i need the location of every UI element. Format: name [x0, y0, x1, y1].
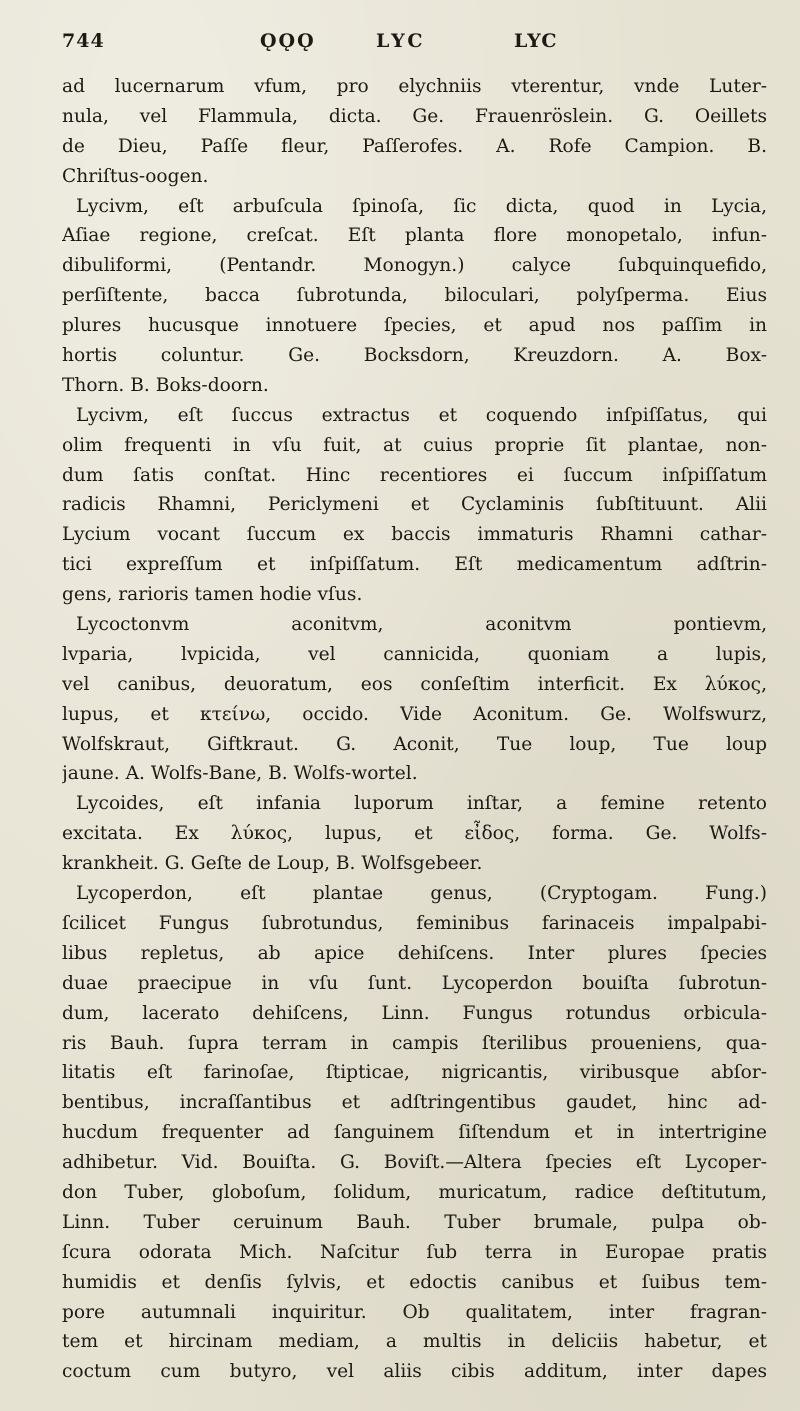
text-line: ad lucernarum vfum, pro elychniis vterentur, vnde Luter-	[62, 76, 767, 97]
text-line: krankheit. G. Geſte de Loup, B. Wolfsgebeer.	[62, 853, 483, 875]
text-line: hortis coluntur. Ge. Bocksdorn, Kreuzdorn. A. Box-	[62, 345, 767, 367]
text-line: Chriſtus-oogen.	[62, 165, 209, 187]
text-line: nula, vel Flammula, dicta. Ge. Frauenröslein. G. Oeillets	[62, 105, 767, 127]
text-line: ſcura odorata Mich. Naſcitur ſub terra in Europae pratis	[62, 1241, 767, 1263]
text-line: libus repletus, ab apice dehiſcens. Inter plures ſpecies	[62, 942, 767, 964]
text-line: jaune. A. Wolfs-Bane, B. Wolfs-wortel.	[62, 763, 418, 785]
text-line: perſiſtente, bacca ſubrotunda, biloculari, polyſperma. Eius	[62, 285, 767, 307]
text-line: tem et hircinam mediam, a multis in deliciis habetur, et	[62, 1331, 767, 1353]
text-line: dum ſatis conſtat. Hinc recentiores ei ſuccum inſpiſſatum	[62, 464, 767, 486]
text-line: gens, rarioris tamen hodie vſus.	[62, 584, 363, 606]
text-line: duae praecipue in vſu ſunt. Lycoperdon bouiſta ſubrotun-	[62, 972, 767, 994]
text-line: Thorn. B. Boks-doorn.	[62, 374, 269, 396]
entry-lycium: Lycivm, eſt arbuſcula ſpinoſa, ſic dicta, quod in Lycia,	[76, 195, 767, 217]
text-line: ſcilicet Fungus ſubrotundus, feminibus farinaceis impalpabi-	[62, 912, 767, 934]
text-line: dibuliformi, (Pentandr. Monogyn.) calyce ſubquinquefido,	[62, 255, 767, 277]
text-line: don Tuber, globoſum, ſolidum, muricatum, radice deſtitutum,	[62, 1181, 767, 1203]
entry-lycoides: Lycoides, eſt infania luporum inſtar, a femine retento	[76, 793, 767, 815]
text-line: lvparia, lvpicida, vel cannicida, quoniam a lupis,	[62, 643, 767, 665]
entry-lycoperdon: Lycoperdon, eſt plantae genus, (Cryptogam. Fung.)	[76, 883, 767, 905]
signature-mark: ǪǪǪ	[260, 30, 316, 52]
page-number: 744	[62, 30, 105, 52]
entry-lycoctonum: Lycoctonvm aconitvm, aconitvm pontievm,	[76, 614, 767, 636]
body-text	[62, 72, 767, 1387]
text-line: adhibetur. Vid. Bouiſta. G. Boviſt.—Altera ſpecies eſt Lycoper-	[62, 1152, 767, 1174]
text-line: dum, lacerato dehiſcens, Linn. Fungus rotundus orbicula-	[62, 1002, 767, 1024]
entry-lycium-succus: Lycivm, eſt ſuccus extractus et coquendo inſpiſſatus, qui	[76, 404, 767, 426]
text-line: bentibus, incraſſantibus et adſtringentibus gaudet, hinc ad-	[62, 1092, 767, 1114]
signature-mark-right: LYC	[514, 30, 558, 52]
text-line: vel canibus, deuoratum, eos conſeſtim interficit. Ex λύκος,	[62, 673, 767, 695]
text-line: Linn. Tuber ceruinum Bauh. Tuber brumale, pulpa ob-	[62, 1211, 767, 1233]
text-line: lupus, et κτείνω, occido. Vide Aconitum. Ge. Wolfswurz,	[62, 703, 767, 725]
text-line: olim frequenti in vſu fuit, at cuius proprie ſit plantae, non-	[62, 434, 767, 456]
text-line: radicis Rhamni, Periclymeni et Cyclaminis ſubſtituunt. Alii	[62, 494, 767, 516]
text-line: Wolfskraut, Giftkraut. G. Aconit, Tue loup, Tue loup	[62, 733, 767, 755]
running-head: LYC	[376, 30, 426, 52]
text-line: litatis eſt farinoſae, ſtipticae, nigricantis, viribusque abſor-	[62, 1062, 767, 1084]
text-line: de Dieu, Paſſe fleur, Paſſerofes. A. Rofe Campion. B.	[62, 135, 767, 157]
page-header	[62, 30, 682, 64]
text-line: coctum cum butyro, vel aliis cibis additum, inter dapes	[62, 1361, 767, 1383]
text-line: humidis et denſis ſylvis, et edoctis canibus et ſuibus tem-	[62, 1271, 767, 1293]
text-line: Aſiae regione, creſcat. Eſt planta flore monopetalo, infun-	[62, 225, 767, 247]
text-line: Lycium vocant ſuccum ex baccis immaturis Rhamni cathar-	[62, 524, 767, 546]
text-line: pore autumnali inquiritur. Ob qualitatem, inter fragran-	[62, 1301, 767, 1323]
text-line: plures hucusque innotuere ſpecies, et apud nos paſſim in	[62, 315, 767, 337]
text-line: tici expreſſum et inſpiſſatum. Eſt medicamentum adſtrin-	[62, 554, 767, 576]
text-line: hucdum frequenter ad ſanguinem ſiſtendum et in intertrigine	[62, 1122, 767, 1144]
text-line: ris Bauh. ſupra terram in campis ſterilibus proueniens, qua-	[62, 1032, 767, 1054]
text-line: excitata. Ex λύκος, lupus, et εἶδος, forma. Ge. Wolfs-	[62, 823, 767, 845]
